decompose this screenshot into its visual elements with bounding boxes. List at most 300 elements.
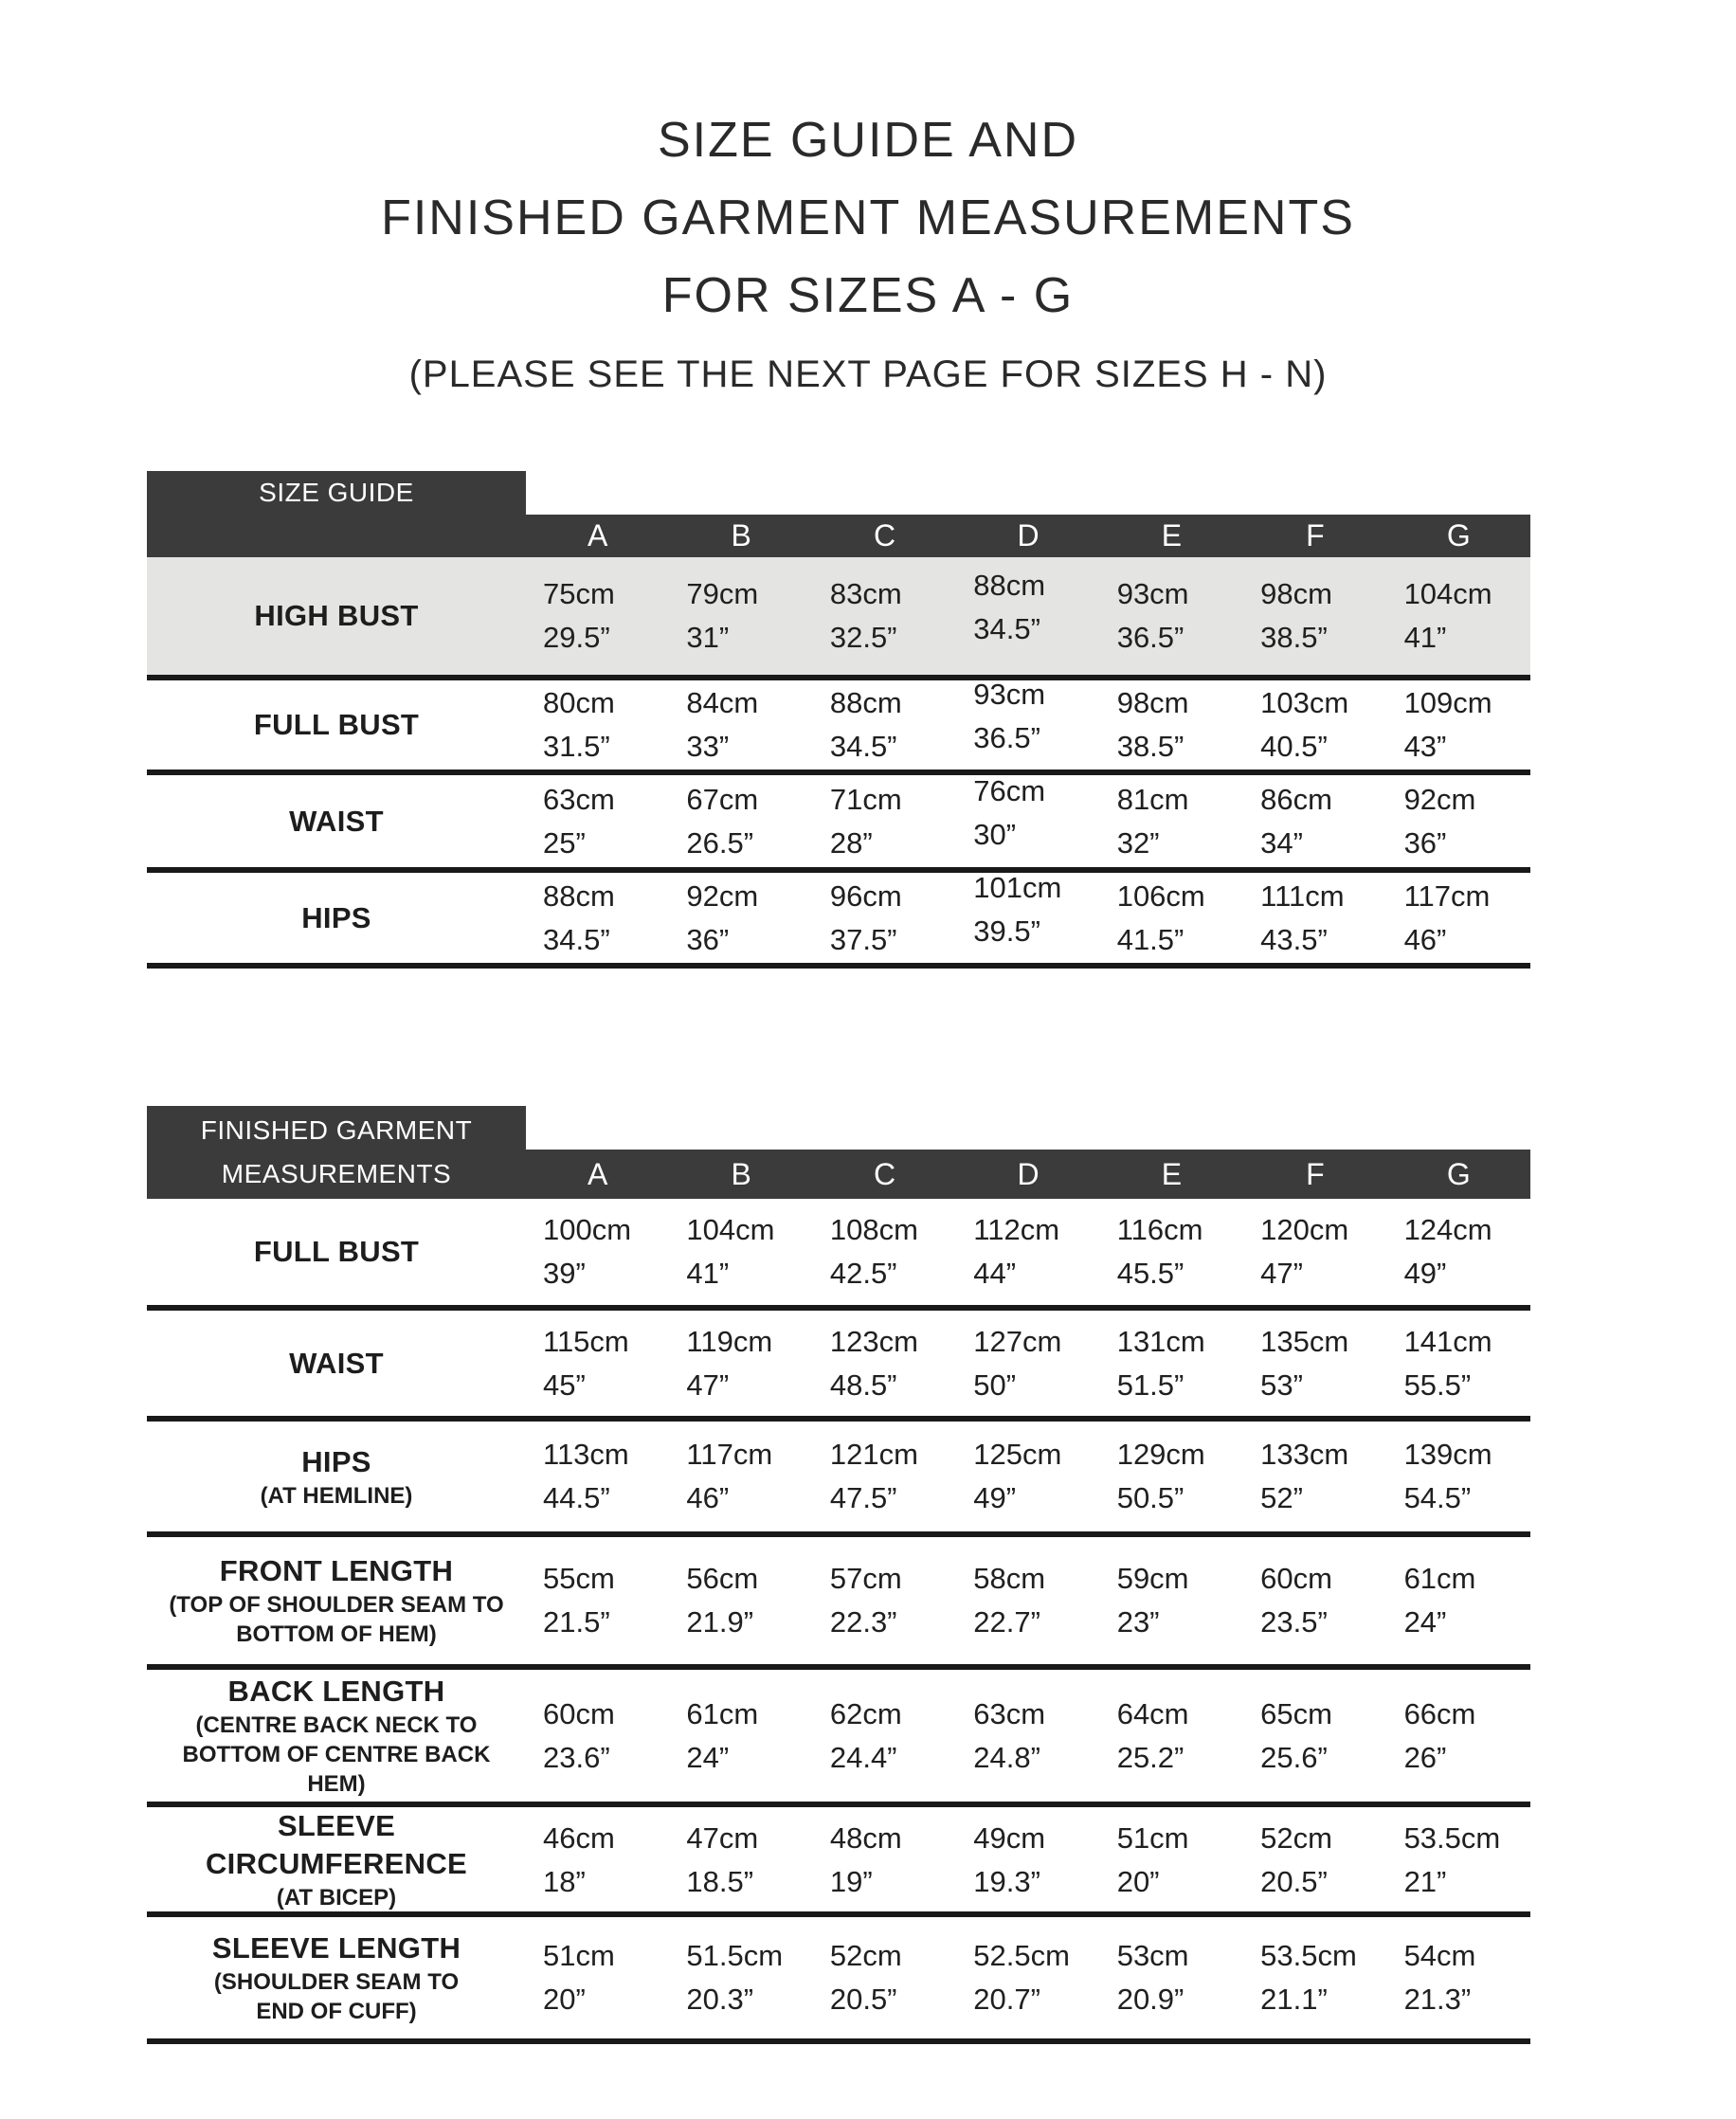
- measurement-cell: [669, 572, 812, 660]
- measurement-cell: [526, 778, 669, 865]
- measurement-cell: [956, 1817, 1099, 1904]
- measurement-value: [543, 1934, 615, 2021]
- size-column-header: A: [588, 518, 608, 552]
- measurement-value: [973, 1693, 1045, 1780]
- measurement-cell: [1387, 1817, 1530, 1904]
- value-cm: 135cm: [1260, 1324, 1349, 1358]
- value-cm: 59cm: [1116, 1562, 1189, 1595]
- measurement-value: [973, 673, 1045, 760]
- value-inches: 23.6”: [543, 1740, 610, 1774]
- measurement-cell: [1243, 1693, 1386, 1780]
- value-cm: 47cm: [686, 1820, 759, 1855]
- finished-garment-rows: [147, 1199, 1530, 2044]
- measurement-cell: [526, 1557, 669, 1644]
- value-inches: 55.5”: [1403, 1367, 1472, 1402]
- row-label: WAIST: [289, 1346, 384, 1380]
- measurement-cell: [669, 778, 812, 865]
- value-inches: 40.5”: [1260, 730, 1328, 763]
- measurement-value: [686, 681, 758, 769]
- measurement-cell: [956, 1934, 1099, 2021]
- value-inches: 53”: [1260, 1367, 1303, 1402]
- measurement-value: [686, 1817, 758, 1904]
- measurement-value: [1260, 875, 1344, 962]
- table-row: [147, 1422, 1530, 1537]
- value-cm: 46cm: [543, 1820, 615, 1855]
- size-column-header: D: [1017, 1156, 1040, 1191]
- measurement-cell: [956, 870, 1099, 962]
- measurement-cell: [526, 1320, 669, 1407]
- measurement-cell: [956, 1557, 1099, 1644]
- value-cm: 67cm: [686, 782, 759, 816]
- measurement-value: [1117, 1557, 1189, 1644]
- value-cm: 133cm: [1260, 1438, 1349, 1471]
- measurement-cell: [813, 1433, 956, 1520]
- value-cm: 51cm: [1116, 1820, 1189, 1855]
- measurement-value: [1117, 778, 1189, 865]
- value-inches: 47.5”: [829, 1481, 897, 1514]
- measurement-cell: [526, 1433, 669, 1520]
- measurement-value: [830, 681, 902, 769]
- row-label-cell: [147, 706, 526, 744]
- measurement-value: [543, 1208, 631, 1295]
- value-inches: 41”: [1403, 621, 1447, 654]
- row-label: HIPS: [301, 900, 371, 934]
- measurement-value: [686, 1557, 758, 1644]
- value-inches: 46”: [686, 1481, 730, 1514]
- value-cm: 125cm: [973, 1438, 1062, 1471]
- value-cm: 103cm: [1260, 686, 1349, 719]
- measurement-cell: [813, 778, 956, 865]
- measurement-cell: [526, 1208, 669, 1295]
- value-cm: 88cm: [973, 569, 1046, 602]
- measurement-cell: [1100, 875, 1243, 962]
- value-cm: 116cm: [1116, 1213, 1203, 1246]
- measurement-cell: [669, 1208, 812, 1295]
- measurement-value: [543, 778, 615, 865]
- measurement-cell: [669, 1320, 812, 1407]
- measurement-value: [1404, 1320, 1492, 1407]
- page-subtitle: (PLEASE SEE THE NEXT PAGE FOR SIZES H - N): [408, 353, 1328, 395]
- measurement-value: [543, 1817, 615, 1904]
- value-inches: 21.5”: [543, 1605, 610, 1639]
- row-label-cell: [147, 1673, 526, 1799]
- finished-garment-tab: [147, 1106, 526, 1199]
- measurement-cell: [669, 1817, 812, 1904]
- measurement-cell: [1100, 1934, 1243, 2021]
- table-row: [147, 1670, 1530, 1807]
- value-cm: 62cm: [829, 1696, 902, 1730]
- value-inches: 50”: [973, 1367, 1017, 1402]
- value-cm: 92cm: [1403, 782, 1476, 816]
- value-cm: 79cm: [686, 577, 759, 610]
- measurement-cell: [813, 875, 956, 962]
- measurement-value: [973, 866, 1061, 953]
- row-label-cell: [147, 1345, 526, 1383]
- value-cm: 93cm: [973, 678, 1046, 711]
- value-inches: 47”: [686, 1367, 730, 1402]
- row-label: FULL BUST: [253, 708, 420, 741]
- value-inches: 26”: [1403, 1740, 1447, 1774]
- page-title-line-3: FOR SIZES A - G: [661, 268, 1075, 323]
- measurement-value: [830, 875, 902, 962]
- size-column-header: B: [731, 1156, 751, 1191]
- measurement-value: [543, 1693, 615, 1780]
- value-inches: 21.9”: [686, 1605, 754, 1639]
- value-inches: 31”: [686, 621, 730, 654]
- value-cm: 139cm: [1403, 1438, 1492, 1471]
- table-row: [147, 1199, 1530, 1311]
- value-cm: 92cm: [686, 878, 759, 913]
- measurement-cell: [1243, 681, 1386, 769]
- value-cm: 60cm: [543, 1696, 615, 1730]
- measurement-value: [686, 875, 758, 962]
- size-column-header: F: [1306, 1156, 1325, 1191]
- value-inches: 28”: [829, 825, 873, 860]
- size-column-header: E: [1161, 1156, 1183, 1191]
- measurement-value: [1404, 681, 1492, 769]
- measurement-cell: [813, 681, 956, 769]
- measurement-value: [830, 1557, 902, 1644]
- value-inches: 34.5”: [973, 612, 1040, 645]
- measurement-cell: [813, 1557, 956, 1644]
- row-label-cell: [147, 899, 526, 937]
- value-inches: 25”: [543, 825, 586, 860]
- table-tab-label: FINISHED GARMENT: [200, 1115, 473, 1145]
- value-inches: 34”: [1260, 825, 1303, 860]
- measurement-value: [973, 770, 1045, 857]
- measurement-value: [1260, 1433, 1348, 1520]
- table-row: [147, 1311, 1530, 1422]
- value-inches: 48.5”: [829, 1367, 897, 1402]
- row-sublabel: END OF CUFF): [256, 1999, 417, 2024]
- measurement-cell: [526, 1817, 669, 1904]
- value-inches: 19.3”: [973, 1864, 1040, 1898]
- measurement-value: [830, 1208, 918, 1295]
- value-cm: 71cm: [829, 782, 902, 816]
- measurement-cell: [526, 875, 669, 962]
- measurement-value: [1260, 1320, 1348, 1407]
- measurement-value: [1260, 1817, 1332, 1904]
- value-cm: 124cm: [1403, 1213, 1492, 1246]
- value-cm: 106cm: [1116, 878, 1205, 913]
- measurement-value: [830, 572, 902, 660]
- table-row: [147, 1537, 1530, 1670]
- value-inches: 25.6”: [1260, 1740, 1328, 1774]
- value-inches: 49”: [973, 1481, 1017, 1514]
- value-inches: 21”: [1403, 1864, 1447, 1898]
- value-cm: 58cm: [973, 1562, 1046, 1595]
- value-inches: 37.5”: [829, 922, 897, 956]
- value-inches: 36”: [1403, 825, 1447, 860]
- row-label-cell: [147, 1929, 526, 2026]
- measurement-value: [543, 572, 615, 660]
- measurement-value: [1404, 572, 1492, 660]
- measurement-value: [830, 1320, 918, 1407]
- value-inches: 21.1”: [1260, 1983, 1328, 2016]
- measurement-cell: [1387, 875, 1530, 962]
- size-guide-tab: [147, 471, 526, 557]
- value-inches: 20.5”: [1260, 1864, 1328, 1898]
- value-inches: 32”: [1116, 825, 1160, 860]
- value-cm: 63cm: [543, 782, 615, 816]
- measurement-cell: [1243, 875, 1386, 962]
- value-inches: 32.5”: [829, 621, 897, 654]
- value-cm: 108cm: [829, 1213, 918, 1246]
- measurement-cell: [1387, 778, 1530, 865]
- value-cm: 54cm: [1403, 1939, 1476, 1972]
- value-inches: 39.5”: [973, 914, 1040, 948]
- value-inches: 50.5”: [1116, 1481, 1184, 1514]
- value-cm: 88cm: [543, 878, 615, 913]
- value-cm: 51cm: [543, 1939, 615, 1972]
- value-cm: 57cm: [829, 1562, 902, 1595]
- row-label-cell: [147, 597, 526, 635]
- value-cm: 61cm: [686, 1696, 759, 1730]
- measurement-value: [1404, 875, 1491, 962]
- value-inches: 23”: [1116, 1605, 1160, 1639]
- measurement-value: [1260, 681, 1348, 769]
- row-label-cell: [147, 1443, 526, 1511]
- measurement-cell: [956, 1433, 1099, 1520]
- value-cm: 49cm: [973, 1820, 1046, 1855]
- measurement-cell: [1243, 778, 1386, 865]
- value-cm: 104cm: [1403, 577, 1492, 610]
- row-label: SLEEVE LENGTH: [211, 1931, 461, 1965]
- value-inches: 36.5”: [973, 721, 1040, 754]
- size-guide-rows: [147, 557, 1530, 969]
- measurement-cell: [669, 1433, 812, 1520]
- measurement-value: [686, 1693, 758, 1780]
- value-cm: 53.5cm: [1260, 1939, 1357, 1972]
- measurement-cell: [669, 1557, 812, 1644]
- row-sublabel: (TOP OF SHOULDER SEAM TO: [169, 1592, 504, 1618]
- measurement-cell: [1100, 1693, 1243, 1780]
- value-inches: 20.3”: [686, 1983, 754, 2016]
- measurement-value: [543, 1320, 629, 1407]
- value-cm: 131cm: [1116, 1324, 1205, 1358]
- measurement-value: [1404, 1557, 1476, 1644]
- measurement-value: [1260, 1693, 1332, 1780]
- measurement-cell: [669, 1934, 812, 2021]
- value-inches: 45.5”: [1116, 1257, 1184, 1290]
- measurement-cell: [1243, 572, 1386, 660]
- measurement-value: [1404, 1693, 1476, 1780]
- measurement-cell: [813, 1693, 956, 1780]
- row-label: SLEEVE CIRCUMFERENCE: [205, 1809, 467, 1880]
- row-sublabel: BOTTOM OF CENTRE BACK HEM): [182, 1742, 491, 1797]
- value-inches: 23.5”: [1260, 1605, 1328, 1639]
- measurement-cell: [1100, 1817, 1243, 1904]
- measurement-value: [686, 1320, 772, 1407]
- measurement-cell: [1387, 572, 1530, 660]
- measurement-cell: [1100, 778, 1243, 865]
- size-column-header: C: [874, 518, 896, 552]
- value-inches: 30”: [973, 817, 1017, 851]
- value-inches: 21.3”: [1403, 1983, 1472, 2016]
- measurement-value: [1404, 1817, 1501, 1904]
- value-inches: 38.5”: [1116, 730, 1184, 763]
- value-cm: 117cm: [686, 1438, 773, 1471]
- value-inches: 20.5”: [829, 1983, 897, 2016]
- measurement-value: [830, 1693, 902, 1780]
- value-cm: 127cm: [973, 1324, 1062, 1358]
- value-cm: 119cm: [686, 1324, 773, 1358]
- measurement-value: [830, 1817, 902, 1904]
- measurement-cell: [813, 572, 956, 660]
- value-cm: 141cm: [1403, 1324, 1492, 1358]
- value-cm: 65cm: [1260, 1696, 1332, 1730]
- row-sublabel: (CENTRE BACK NECK TO: [195, 1712, 478, 1738]
- value-inches: 19”: [829, 1864, 873, 1898]
- value-cm: 93cm: [1116, 577, 1189, 610]
- value-inches: 49”: [1403, 1257, 1447, 1290]
- table-row: [147, 1917, 1530, 2044]
- value-cm: 55cm: [543, 1562, 615, 1595]
- row-label: HIGH BUST: [254, 599, 419, 632]
- size-column-header: D: [1017, 518, 1040, 552]
- measurement-cell: [526, 572, 669, 660]
- measurement-cell: [1243, 1320, 1386, 1407]
- table-row: [147, 680, 1530, 775]
- table-row: [147, 775, 1530, 873]
- row-label-cell: [147, 1552, 526, 1649]
- value-cm: 56cm: [686, 1562, 759, 1595]
- size-column-header: G: [1446, 518, 1471, 552]
- value-cm: 81cm: [1116, 782, 1189, 816]
- row-label-cell: [147, 1807, 526, 1912]
- measurement-value: [1117, 1320, 1205, 1407]
- measurement-value: [973, 1433, 1061, 1520]
- measurement-cell: [526, 1934, 669, 2021]
- measurement-value: [686, 1934, 783, 2021]
- value-inches: 20”: [1116, 1864, 1160, 1898]
- value-cm: 61cm: [1403, 1562, 1476, 1595]
- measurement-value: [973, 1934, 1070, 2021]
- measurement-cell: [1243, 1208, 1386, 1295]
- value-cm: 98cm: [1260, 577, 1332, 610]
- value-cm: 121cm: [829, 1438, 918, 1471]
- measurement-cell: [813, 1320, 956, 1407]
- value-inches: 41.5”: [1116, 922, 1184, 956]
- value-inches: 20”: [543, 1983, 586, 2016]
- measurement-value: [830, 1934, 902, 2021]
- value-inches: 41”: [686, 1257, 730, 1290]
- measurement-value: [1260, 1557, 1332, 1644]
- row-label: FULL BUST: [253, 1235, 420, 1268]
- value-inches: 22.3”: [829, 1605, 897, 1639]
- measurement-value: [973, 1817, 1045, 1904]
- value-cm: 109cm: [1403, 686, 1492, 719]
- table-tab-label: SIZE GUIDE: [259, 478, 414, 507]
- measurement-cell: [813, 1208, 956, 1295]
- value-cm: 84cm: [686, 686, 759, 719]
- value-cm: 63cm: [973, 1696, 1046, 1730]
- measurement-value: [1117, 1817, 1189, 1904]
- value-cm: 66cm: [1403, 1696, 1476, 1730]
- size-column-header: F: [1306, 518, 1325, 552]
- measurement-value: [543, 1557, 615, 1644]
- value-inches: 51.5”: [1116, 1367, 1184, 1402]
- measurement-cell: [956, 1320, 1099, 1407]
- value-inches: 52”: [1260, 1481, 1303, 1514]
- measurement-value: [973, 1320, 1061, 1407]
- measurement-cell: [1100, 1433, 1243, 1520]
- value-cm: 98cm: [1116, 686, 1189, 719]
- measurement-cell: [1100, 681, 1243, 769]
- value-inches: 45”: [543, 1367, 586, 1402]
- value-cm: 96cm: [829, 878, 902, 913]
- measurement-value: [1260, 778, 1332, 865]
- row-label: WAIST: [289, 804, 384, 838]
- measurement-cell: [1100, 1320, 1243, 1407]
- value-cm: 51.5cm: [686, 1939, 784, 1972]
- value-inches: 18”: [543, 1864, 586, 1898]
- measurement-cell: [1243, 1557, 1386, 1644]
- value-cm: 53.5cm: [1403, 1820, 1501, 1855]
- measurement-value: [686, 778, 758, 865]
- value-cm: 112cm: [973, 1213, 1060, 1246]
- measurement-cell: [1387, 1934, 1530, 2021]
- measurement-cell: [669, 1693, 812, 1780]
- value-inches: 34.5”: [829, 730, 897, 763]
- measurement-value: [830, 1433, 918, 1520]
- row-label: FRONT LENGTH: [219, 1554, 454, 1587]
- value-inches: 31.5”: [543, 730, 610, 763]
- value-inches: 24.4”: [829, 1740, 897, 1774]
- value-cm: 113cm: [543, 1438, 629, 1471]
- value-cm: 52cm: [829, 1939, 902, 1972]
- measurement-value: [973, 564, 1045, 651]
- measurement-cell: [1243, 1817, 1386, 1904]
- page-title-line-1: SIZE GUIDE AND: [657, 113, 1079, 168]
- value-cm: 104cm: [686, 1213, 775, 1246]
- value-cm: 60cm: [1260, 1562, 1332, 1595]
- value-inches: 44”: [973, 1257, 1017, 1290]
- value-inches: 47”: [1260, 1257, 1303, 1290]
- measurement-value: [1117, 1693, 1189, 1780]
- measurement-cell: [956, 569, 1099, 660]
- measurement-value: [686, 1208, 774, 1295]
- measurement-cell: [526, 1693, 669, 1780]
- measurement-cell: [669, 681, 812, 769]
- value-cm: 53cm: [1116, 1939, 1189, 1972]
- table-row: [147, 1807, 1530, 1917]
- value-cm: 48cm: [829, 1820, 902, 1855]
- measurement-cell: [1387, 1208, 1530, 1295]
- value-cm: 52cm: [1260, 1820, 1332, 1855]
- value-inches: 43”: [1403, 730, 1447, 763]
- measurement-cell: [526, 681, 669, 769]
- value-cm: 117cm: [1403, 878, 1491, 913]
- measurement-cell: [1387, 1433, 1530, 1520]
- value-inches: 33”: [686, 730, 730, 763]
- value-inches: 42.5”: [829, 1257, 897, 1290]
- measurement-cell: [1387, 1320, 1530, 1407]
- row-label: BACK LENGTH: [227, 1675, 445, 1708]
- row-sublabel: (SHOULDER SEAM TO: [213, 1969, 460, 1995]
- value-cm: 129cm: [1116, 1438, 1205, 1471]
- measurement-value: [543, 1433, 629, 1520]
- value-cm: 111cm: [1260, 878, 1345, 913]
- measurement-value: [686, 1433, 772, 1520]
- value-cm: 101cm: [973, 870, 1062, 904]
- measurement-value: [1117, 1433, 1205, 1520]
- measurement-cell: [1100, 1557, 1243, 1644]
- value-inches: 46”: [1403, 922, 1447, 956]
- value-inches: 18.5”: [686, 1864, 754, 1898]
- measurement-value: [543, 875, 615, 962]
- table-row: [147, 557, 1530, 680]
